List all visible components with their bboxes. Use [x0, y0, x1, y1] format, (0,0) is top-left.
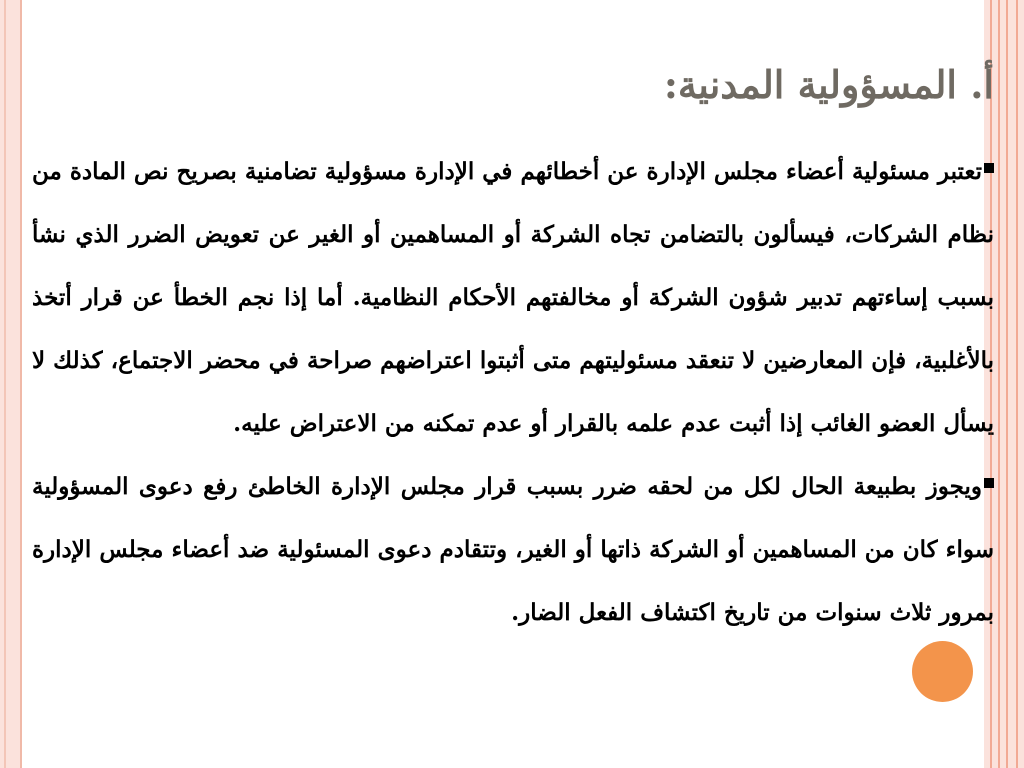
orange-circle-decoration — [912, 641, 973, 702]
border-line — [998, 0, 1000, 768]
left-border-decoration — [0, 0, 22, 768]
border-line — [1006, 0, 1008, 768]
paragraph-liability-lawsuit — [32, 455, 994, 644]
paragraph-text: ويجوز بطبيعة الحال لكل من لحقه ضرر بسبب قرار مجلس الإدارة الخاطئ رفع دعوى المسؤولية سواء كان من المساهمين أو الشركة ذاتها أو الغير، وتتقادم دعوى المسئولية ضد أعضاء مجلس الإدارة بمرور ثلاث سنوات من تاريخ اكتشاف الفعل الضار. — [32, 473, 994, 626]
border-line — [1016, 0, 1018, 768]
square-bullet-icon — [984, 478, 994, 488]
slide-body — [32, 140, 994, 644]
square-bullet-icon — [984, 163, 994, 173]
paragraph-text: تعتبر مسئولية أعضاء مجلس الإدارة عن أخطائهم في الإدارة مسؤولية تضامنية بصريح نص المادة من نظام الشركات، فيسألون بالتضامن تجاه الشركة أو المساهمين أو الغير عن تعويض الضرر الذي نشأ بسبب إساءتهم تدبير شؤون الشركة أو مخالفتهم الأحكام النظامية. أما إذا نجم الخطأ عن قرار أتخذ بالأغلبية، فإن المعارضين لا تنعقد مسئوليتهم متى أثبتوا اعتراضهم صراحة في محضر الاجتماع، كذلك لا يسأل العضو الغائب إذا أثبت عدم علمه بالقرار أو عدم تمكنه من الاعتراض عليه. — [32, 158, 994, 437]
paragraph-civil-liability — [32, 140, 994, 455]
slide-title: أ. المسؤولية المدنية: — [663, 62, 994, 107]
